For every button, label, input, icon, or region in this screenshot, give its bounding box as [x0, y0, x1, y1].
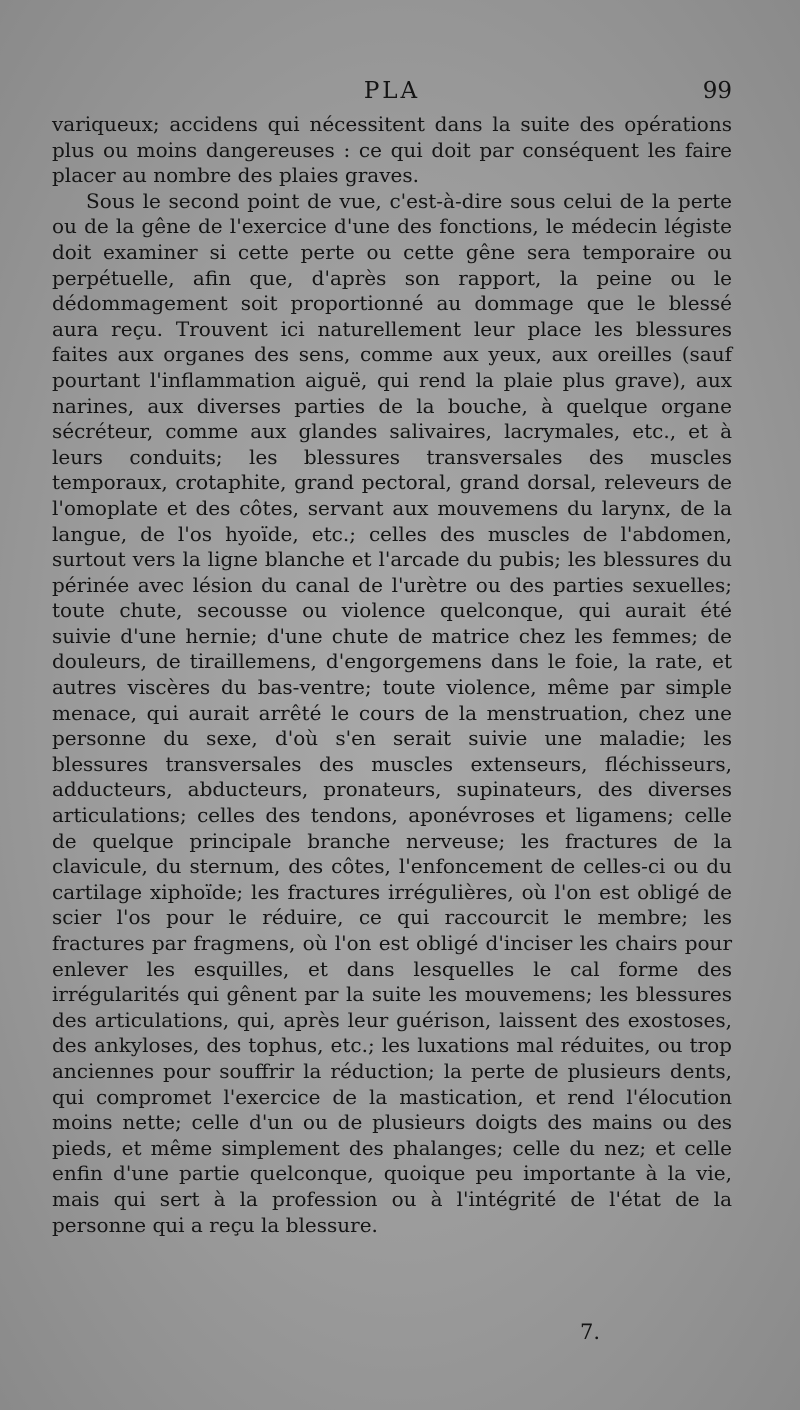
paragraph: Sous le second point de vue, c'est-à-dire sous celui de la perte ou de la gêne de l'exercice d'une des fonctions, le médecin légiste doit examiner si cette perte ou cette gêne sera temporaire ou perpétuelle, afin que, d'après son rapport, la peine ou le dédommagement soit proportionné au dommage que le blessé aura reçu. Trouvent ici naturellement leur place les blessures faites aux organes des sens, comme aux yeux, aux oreilles (sauf pourtant l'inflammation aiguë, qui rend la plaie plus grave), aux narines, aux diverses parties de la bouche, à quelque organe sécréteur, comme aux glandes salivaires, lacrymales, etc., et à leurs conduits; les blessures transversales des muscles temporaux, crotaphite, grand pectoral, grand dorsal, releveurs de l'omoplate et des côtes, servant aux mouvemens du larynx, de la langue, de l'os hyoïde, etc.; celles des muscles de l'abdomen, surtout vers la ligne blanche et l'arcade du pubis; les blessures du périnée avec lésion du canal de l'urètre ou des parties sexuelles; toute chute, secousse ou violence quelconque, qui aurait été suivie d'une hernie; d'une chute de matrice chez les femmes; de douleurs, de tiraillemens, d'engorgemens dans le foie, la rate, et autres viscères du bas-ventre; toute violence, même par simple menace, qui aurait arrêté le cours de la menstruation, chez une personne du sexe, d'où s'en serait suivie une maladie; les blessures transversales des muscles extenseurs, fléchisseurs, adducteurs, abducteurs, pronateurs, supinateurs, des diverses articulations; celles des tendons, aponévroses et ligamens; celle de quelque principale branche nerveuse; les fractures de la clavicule, du sternum, des côtes, l'enfoncement de celles-ci ou du cartilage xiphoïde; les fractures irrégulières, où l'on est obligé de scier l'os pour le réduire, ce qui raccourcit le membre; les fractures par fragmens, où l'on est obligé d'inciser les chairs pour enlever les esquilles, et dans lesquelles le cal forme des irrégularités qui gênent par la suite les mouvemens; les blessures des articulations, qui, après leur guérison, laissent des exostoses, des ankyloses, des tophus, etc.; les luxations mal réduites, ou trop anciennes pour souffrir la réduction; la perte de plusieurs dents, qui compromet l'exercice de la mastication, et rend l'élocution moins nette; celle d'un ou de plusieurs doigts des mains ou des pieds, et même simplement des phalanges; celle du nez; et celle enfin d'une partie quelconque, quoique peu importante à la vie, mais qui sert à la profession ou à l'intégrité de l'état de la personne qui a reçu la blessure. — [52, 188, 732, 1237]
running-head-title: PLA — [363, 78, 421, 104]
paragraph-continuation: variqueux; accidens qui nécessitent dans la suite des opérations plus ou moins dangereuses : ce qui doit par conséquent les faire placer au nombre des plaies graves. — [52, 112, 732, 188]
page-number: 99 — [702, 78, 732, 104]
signature-mark: 7. — [580, 1320, 601, 1344]
body-text — [52, 112, 732, 1238]
running-head — [52, 78, 732, 112]
book-page — [52, 78, 732, 1238]
